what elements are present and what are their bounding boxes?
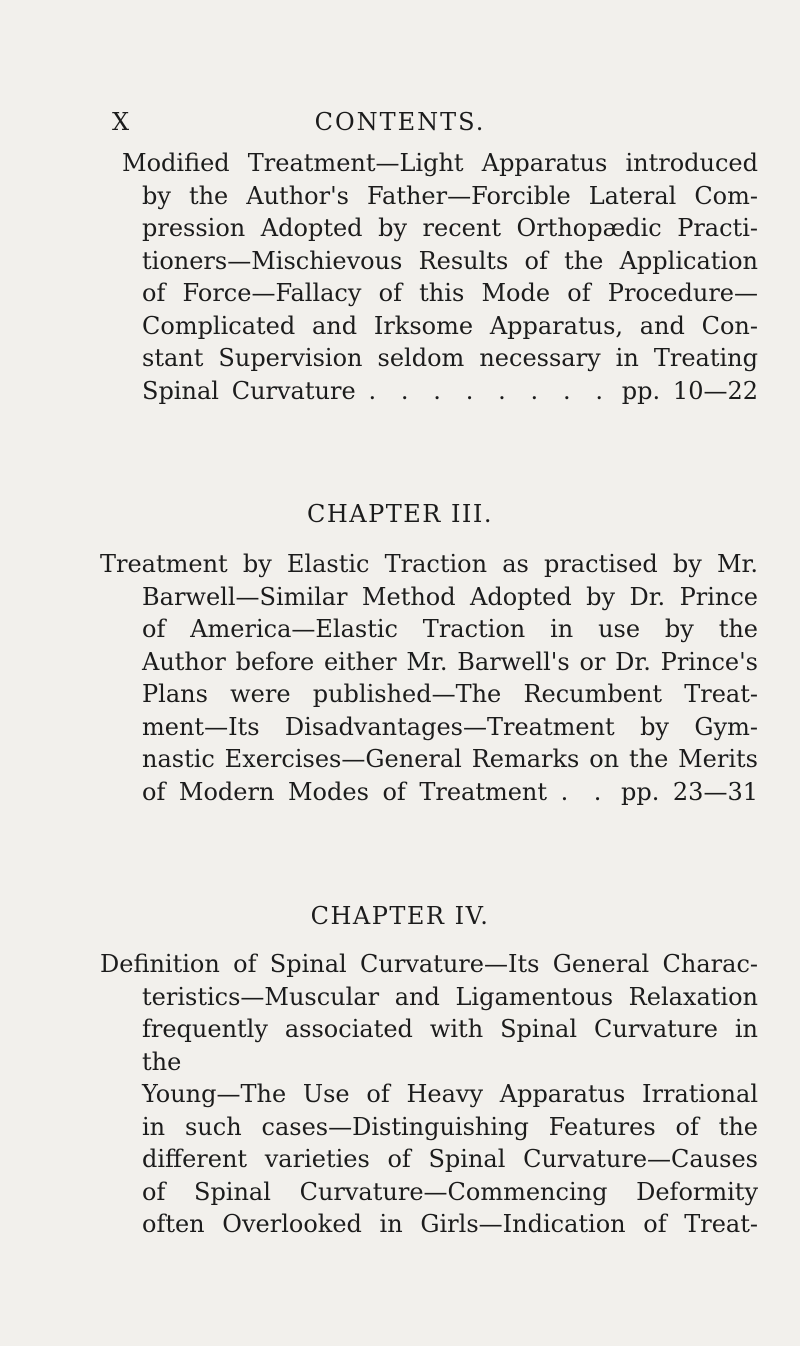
page-range: pp. 23—31	[620, 777, 758, 806]
dot-leader: . . . . . . . .	[368, 376, 609, 405]
chapter-3-heading: CHAPTER III.	[306, 500, 494, 528]
page-number: X	[112, 108, 131, 136]
text-line: Complicated and Irksome Apparatus, and Con-	[142, 311, 758, 340]
text-line: teristics—Muscular and Ligamentous Relaxation	[142, 982, 758, 1011]
running-title: CONTENTS.	[314, 108, 486, 136]
text-line: Young—The Use of Heavy Apparatus Irrational	[142, 1080, 758, 1108]
text-line: by the Author's Father—Forcible Lateral Com-	[142, 181, 758, 210]
text-line: frequently associated with Spinal Curvature in the	[142, 1015, 758, 1076]
text-line: ment—Its Disadvantages—Treatment by Gym-	[142, 712, 758, 741]
text-line: of Spinal Curvature—Commencing Deformity	[142, 1177, 758, 1206]
text-line: Barwell—Similar Method Adopted by Dr. Prince	[142, 582, 758, 611]
text-line: pression Adopted by recent Orthopædic Practi-	[142, 214, 758, 242]
contents-entry-chapter-2-continued	[122, 147, 758, 407]
dot-leader: . .	[560, 777, 608, 806]
text-line: stant Supervision seldom necessary in Treating	[142, 344, 758, 372]
page-range: pp. 10—22	[621, 376, 758, 405]
text-line-with-page-ref	[100, 776, 758, 809]
text-line: different varieties of Spinal Curvature—Causes	[142, 1145, 758, 1173]
text-line: nastic Exercises—General Remarks on the Merits	[142, 745, 758, 773]
text-line: often Overlooked in Girls—Indication of Treat-	[142, 1210, 758, 1238]
entry-last-line: Spinal Curvature	[142, 376, 356, 405]
text-line: Modified Treatment—Light Apparatus introduced	[122, 149, 758, 177]
text-line: Author before either Mr. Barwell's or Dr. Prince's	[142, 647, 758, 676]
text-line: Definition of Spinal Curvature—Its General Charac-	[100, 950, 758, 978]
contents-entry-chapter-4	[100, 948, 758, 1241]
text-line: Treatment by Elastic Traction as practised by Mr.	[100, 550, 758, 578]
text-line: of Force—Fallacy of this Mode of Procedure—	[142, 279, 758, 307]
text-line: Plans were published—The Recumbent Treat-	[142, 680, 758, 708]
running-head	[0, 108, 800, 138]
text-line: of America—Elastic Traction in use by the	[142, 615, 758, 643]
entry-last-line: of Modern Modes of Treatment	[142, 777, 548, 806]
text-line-with-page-ref	[122, 375, 758, 408]
text-line: tioners—Mischievous Results of the Application	[142, 246, 758, 275]
chapter-4-heading: CHAPTER IV.	[310, 902, 490, 930]
text-line: in such cases—Distinguishing Features of the	[142, 1112, 758, 1141]
contents-entry-chapter-3	[100, 548, 758, 808]
